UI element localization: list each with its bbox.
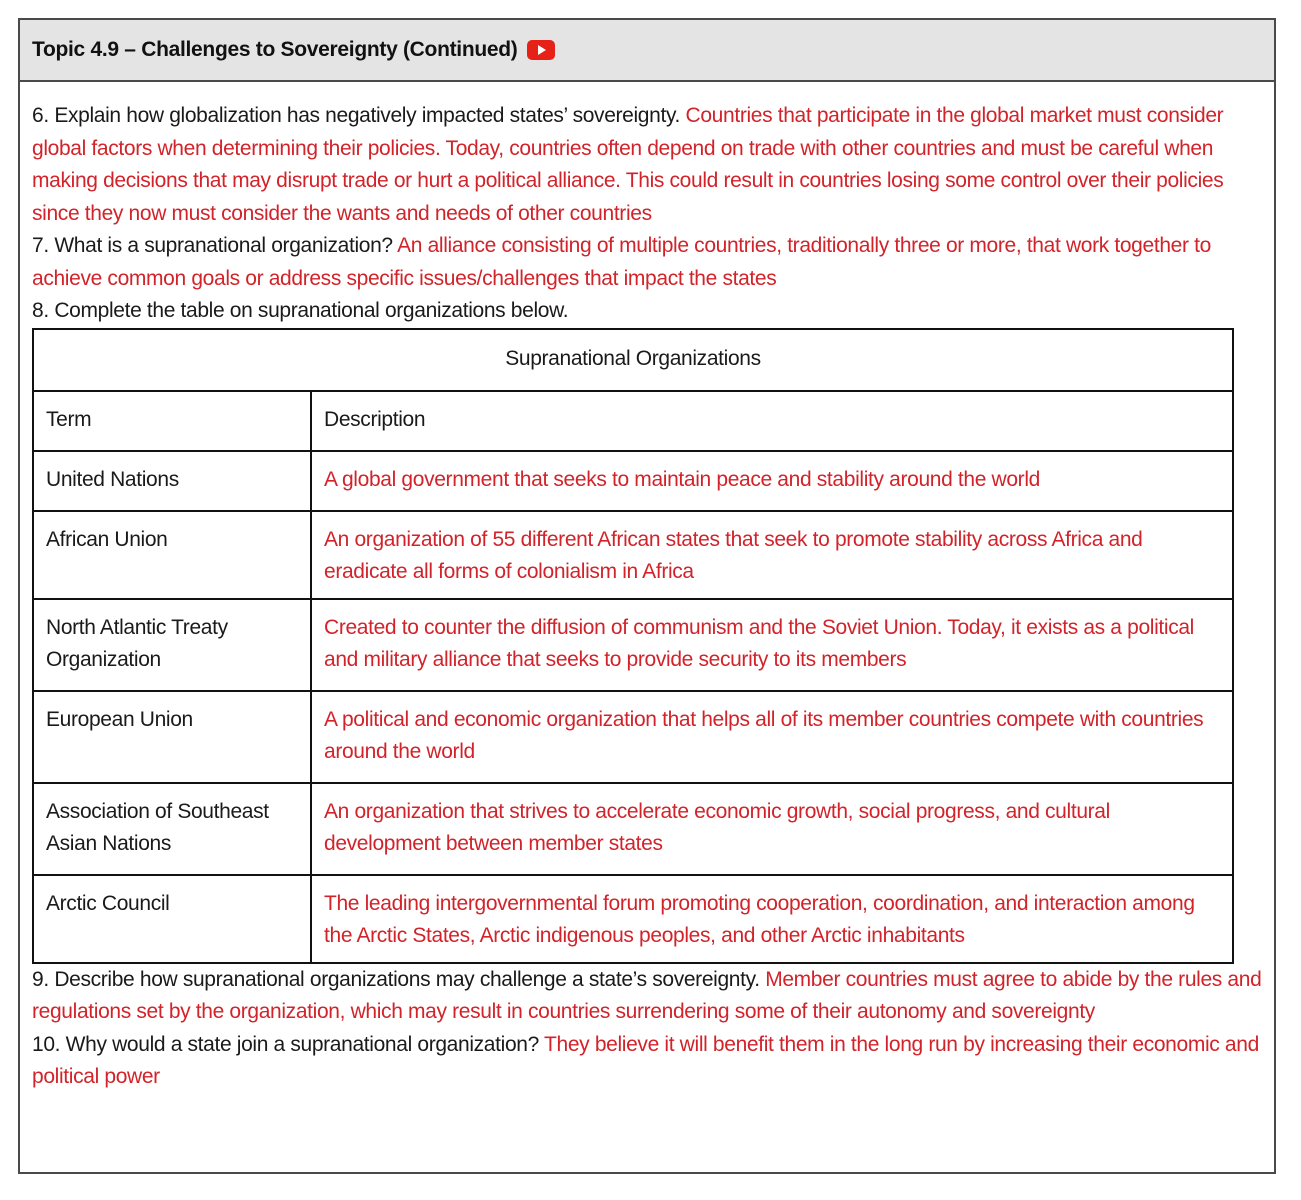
question-prompt: Describe how supranational organizations may challenge a state’s sovereignty. (54, 967, 760, 991)
table-row (33, 599, 1233, 691)
youtube-play-icon[interactable] (527, 40, 555, 60)
table-header-row (33, 391, 1233, 451)
question-6 (32, 100, 1262, 230)
question-prompt: Complete the table on supranational organizations below. (54, 299, 569, 322)
question-number: 9. (32, 967, 49, 991)
question-number: 7. (32, 234, 49, 257)
question-10 (32, 1029, 1262, 1094)
description-cell: A global government that seeks to maintain peace and stability around the world (311, 451, 1233, 511)
question-7 (32, 230, 1262, 295)
table-row (33, 511, 1233, 599)
question-8 (32, 295, 1262, 328)
worksheet-body (20, 82, 1274, 1094)
term-cell: European Union (33, 691, 311, 783)
question-prompt: Why would a state join a supranational organization? (65, 1032, 539, 1056)
page-title: Topic 4.9 – Challenges to Sovereignty (Continued) (32, 38, 518, 61)
column-header-description: Description (311, 391, 1233, 451)
question-9 (32, 964, 1262, 1029)
table-caption: Supranational Organizations (33, 329, 1233, 391)
question-number: 10. (32, 1032, 61, 1056)
column-header-term: Term (33, 391, 311, 451)
table-row (33, 451, 1233, 511)
table-row (33, 691, 1233, 783)
description-cell: An organization that strives to accelerate economic growth, social progress, and cultural development between member states (311, 783, 1233, 875)
term-cell: African Union (33, 511, 311, 599)
description-cell: The leading intergovernmental forum promoting cooperation, coordination, and interaction among the Arctic States, Arctic indigenous peoples, and other Arctic inhabitants (311, 875, 1233, 963)
term-cell: United Nations (33, 451, 311, 511)
term-cell: North Atlantic Treaty Organization (33, 599, 311, 691)
description-cell: A political and economic organization that helps all of its member countries compete with countries around the world (311, 691, 1233, 783)
table-row (33, 783, 1233, 875)
question-prompt: What is a supranational organization? (54, 234, 393, 257)
table-row (33, 875, 1233, 963)
question-number: 6. (32, 104, 49, 127)
worksheet (18, 18, 1276, 1174)
answer-text: Member countries must agree to abide by the rules and regulations set by the organization, which may result in countries surrendering some of their autonomy and sovereignty (32, 967, 1262, 1023)
supranational-organizations-table (32, 328, 1234, 964)
answer-text: They believe it will benefit them in the long run by increasing their economic and political power (32, 1032, 1259, 1088)
answer-text: An alliance consisting of multiple countries, traditionally three or more, that work together to achieve common goals or address specific issues/challenges that impact the states (32, 234, 1211, 290)
description-cell: Created to counter the diffusion of communism and the Soviet Union. Today, it exists as a political and military alliance that seeks to provide security to its members (311, 599, 1233, 691)
description-cell: An organization of 55 different African states that seek to promote stability across Africa and eradicate all forms of colonialism in Africa (311, 511, 1233, 599)
question-prompt: Explain how globalization has negatively impacted states’ sovereignty. (54, 104, 681, 127)
answer-text: Countries that participate in the global market must consider global factors when determining their policies. Today, countries often depend on trade with other countries and must be careful when making decisions that may disrupt trade or hurt a political alliance. This could result in countries losing some control over their policies since they now must consider the wants and needs of other countries (32, 104, 1224, 225)
worksheet-header (20, 20, 1274, 82)
term-cell: Association of Southeast Asian Nations (33, 783, 311, 875)
term-cell: Arctic Council (33, 875, 311, 963)
question-number: 8. (32, 299, 49, 322)
